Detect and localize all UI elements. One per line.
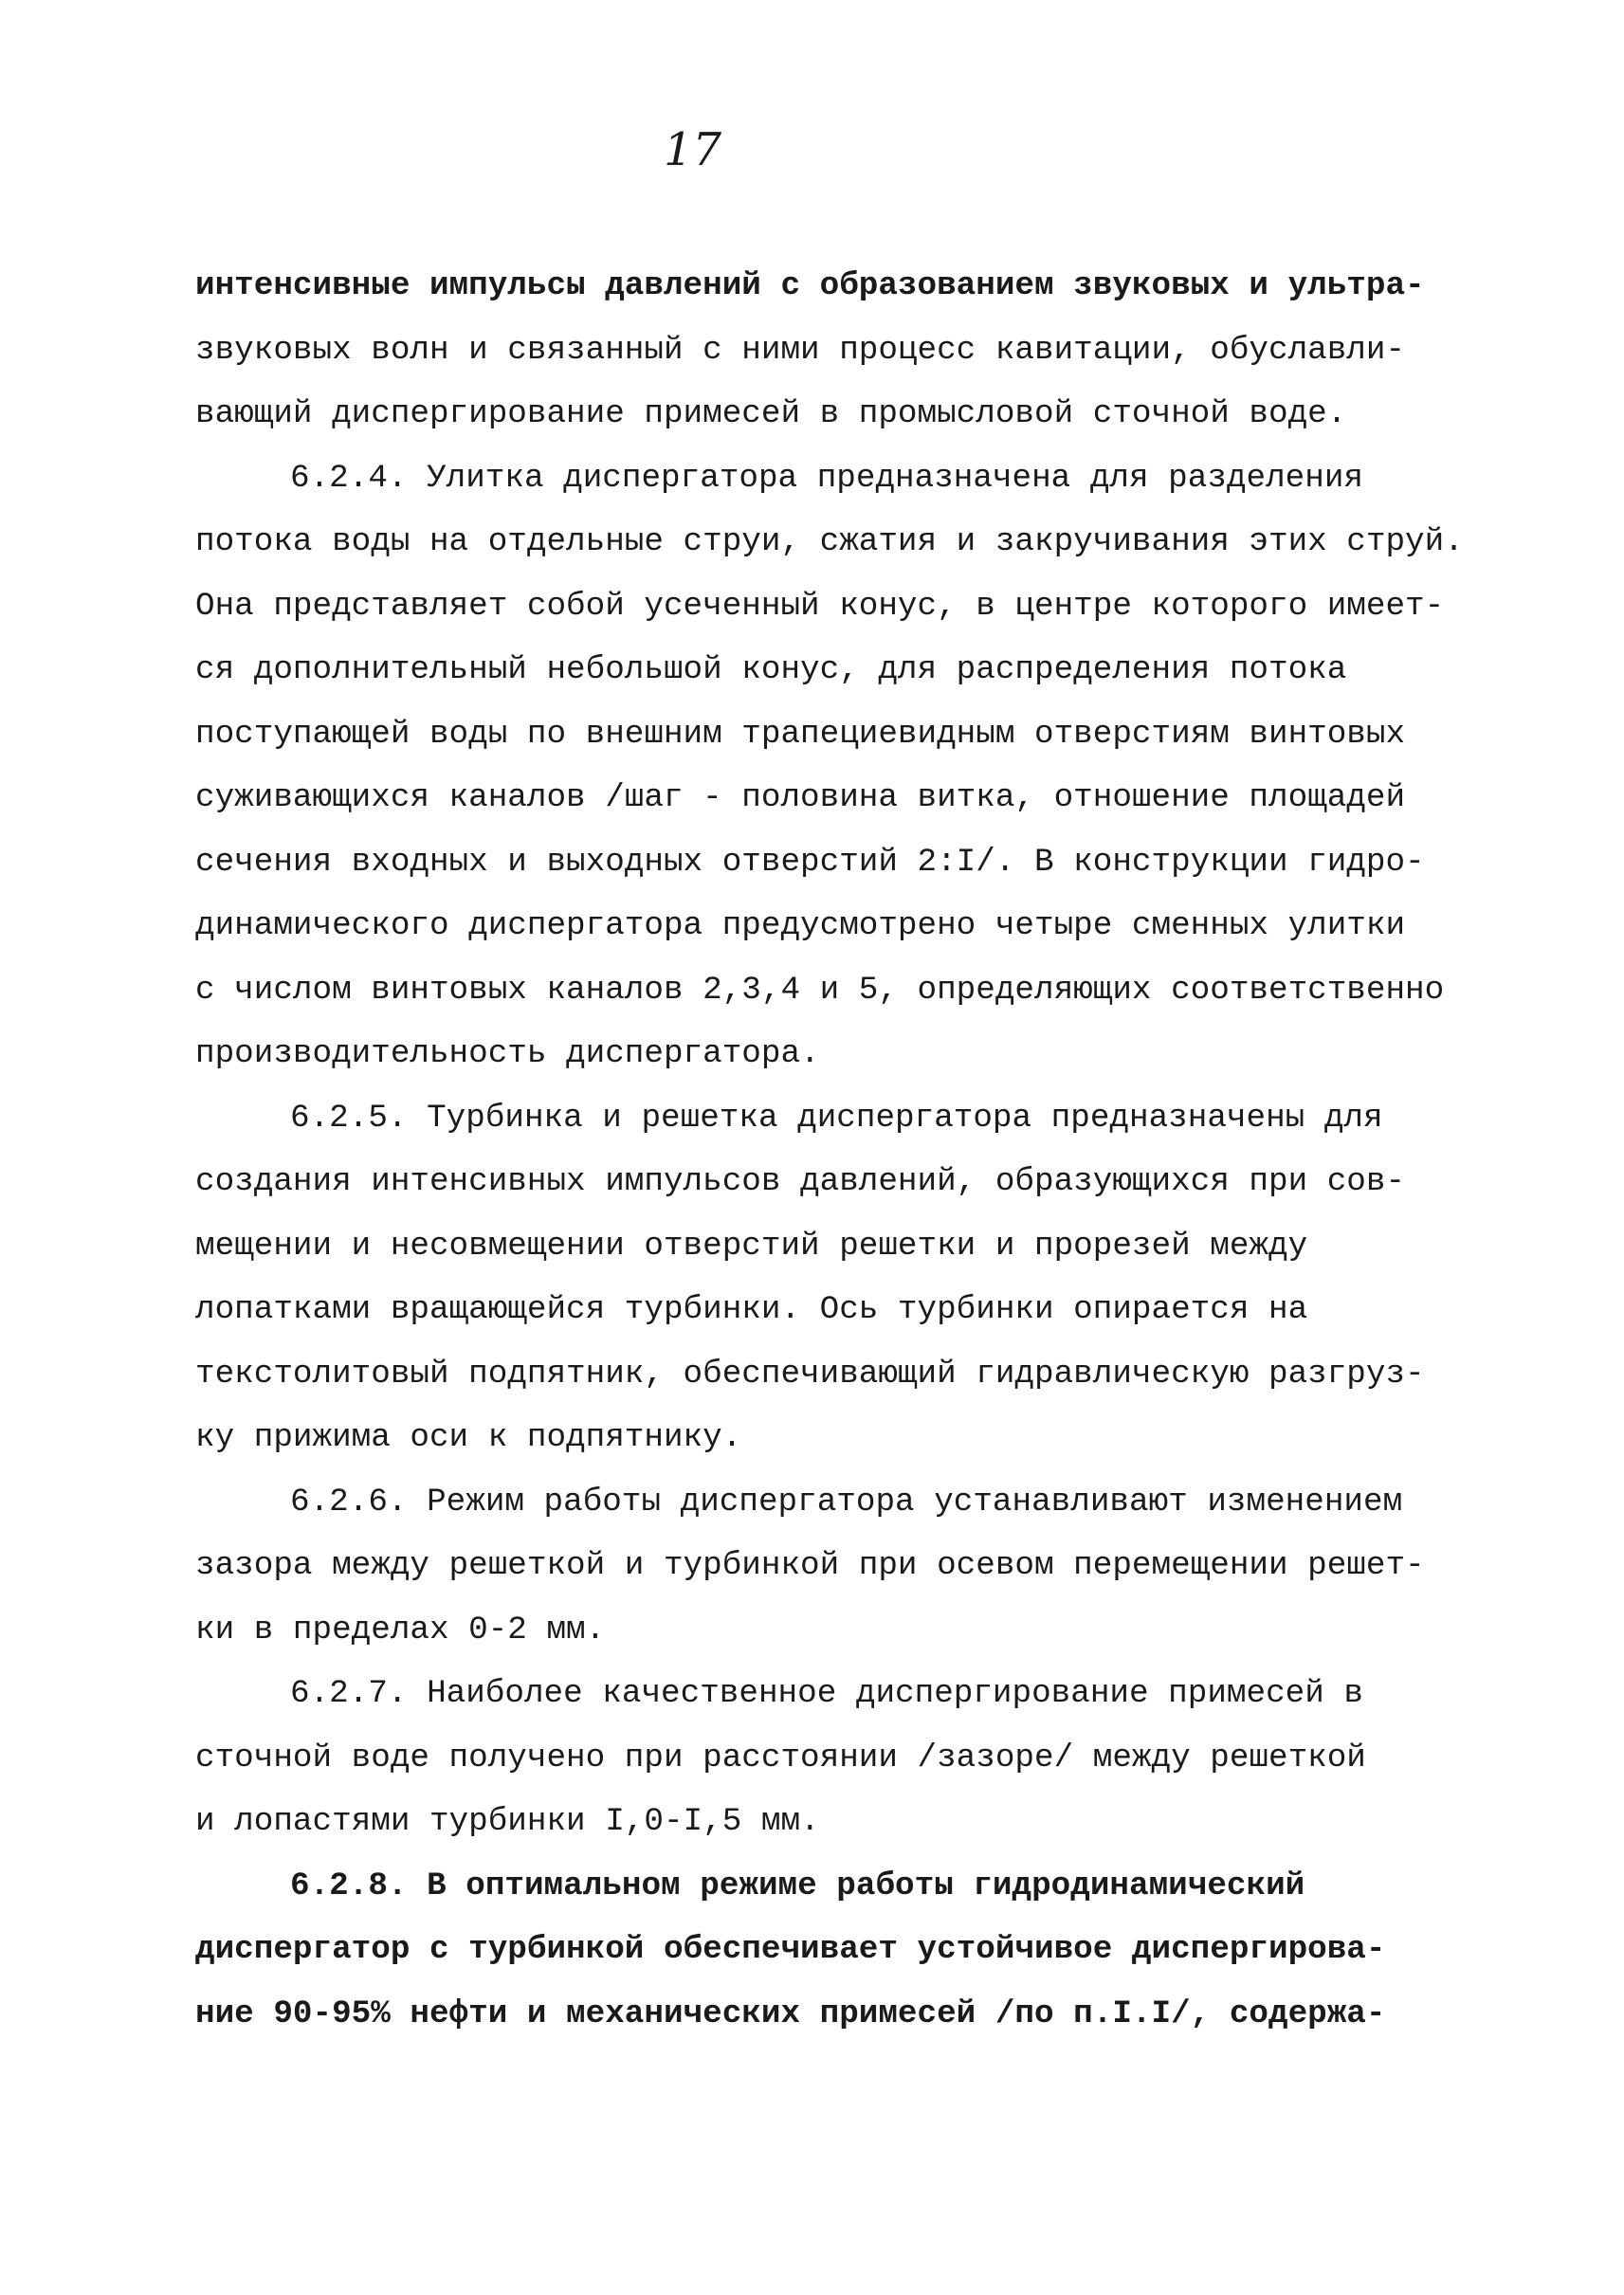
paragraph-6-2-7-start: 6.2.7. Наиболее качественное диспергирование примесей в bbox=[290, 1675, 1363, 1712]
paragraph-6-2-6-start: 6.2.6. Режим работы диспергатора устанавливают изменением bbox=[290, 1483, 1403, 1521]
text-line: ние 90-95% нефти и механических примесей /по п.I.I/, содержа- bbox=[195, 1994, 1386, 2032]
text-line: динамического диспергатора предусмотрено четыре сменных улитки bbox=[195, 907, 1406, 944]
text-line: суживающихся каналов /шаг - половина витка, отношение площадей bbox=[195, 779, 1406, 816]
text-line: зазора между решеткой и турбинкой при осевом перемещении решет- bbox=[195, 1547, 1425, 1584]
paragraph-6-2-4-start: 6.2.4. Улитка диспергатора предназначена для разделения bbox=[290, 459, 1363, 497]
text-line: ся дополнительный небольшой конус, для распределения потока bbox=[195, 651, 1347, 688]
text-line: сечения входных и выходных отверстий 2:I/. В конструкции гидро- bbox=[195, 843, 1425, 881]
text-line: интенсивные импульсы давлений с образованием звуковых и ультра- bbox=[195, 267, 1425, 304]
page-number: 17 bbox=[664, 123, 722, 176]
text-line: потока воды на отдельные струи, сжатия и закручивания этих струй. bbox=[195, 523, 1464, 560]
text-line: звуковых волн и связанный с ними процесс кавитации, обуславли- bbox=[195, 331, 1406, 369]
text-line: мещении и несовмещении отверстий решетки и прорезей между bbox=[195, 1227, 1308, 1265]
text-line: поступающей воды по внешним трапециевидным отверстиям винтовых bbox=[195, 715, 1406, 753]
text-line: производительность диспергатора. bbox=[195, 1035, 820, 1072]
paragraph-6-2-8-start: 6.2.8. В оптимальном режиме работы гидродинамический bbox=[290, 1867, 1305, 1904]
text-line: лопатками вращающейся турбинки. Ось турбинки опирается на bbox=[195, 1291, 1308, 1328]
text-line: Она представляет собой усеченный конус, в центре которого имеет- bbox=[195, 587, 1445, 625]
text-line: ку прижима оси к подпятнику. bbox=[195, 1419, 742, 1456]
paragraph-6-2-5-start: 6.2.5. Турбинка и решетка диспергатора предназначены для bbox=[290, 1099, 1383, 1137]
text-line: ки в пределах 0-2 мм. bbox=[195, 1611, 606, 1648]
text-line: текстолитовый подпятник, обеспечивающий гидравлическую разгруз- bbox=[195, 1355, 1425, 1393]
text-line: и лопастями турбинки I,0-I,5 мм. bbox=[195, 1803, 820, 1840]
text-line: диспергатор с турбинкой обеспечивает устойчивое диспергирова- bbox=[195, 1931, 1386, 1968]
text-line: с числом винтовых каналов 2,3,4 и 5, определяющих соответственно bbox=[195, 971, 1445, 1009]
text-line: вающий диспергирование примесей в промысловой сточной воде. bbox=[195, 395, 1347, 432]
body-text bbox=[195, 254, 1466, 2046]
text-line: сточной воде получено при расстоянии /зазоре/ между решеткой bbox=[195, 1739, 1366, 1776]
text-line: создания интенсивных импульсов давлений, образующихся при сов- bbox=[195, 1163, 1406, 1200]
